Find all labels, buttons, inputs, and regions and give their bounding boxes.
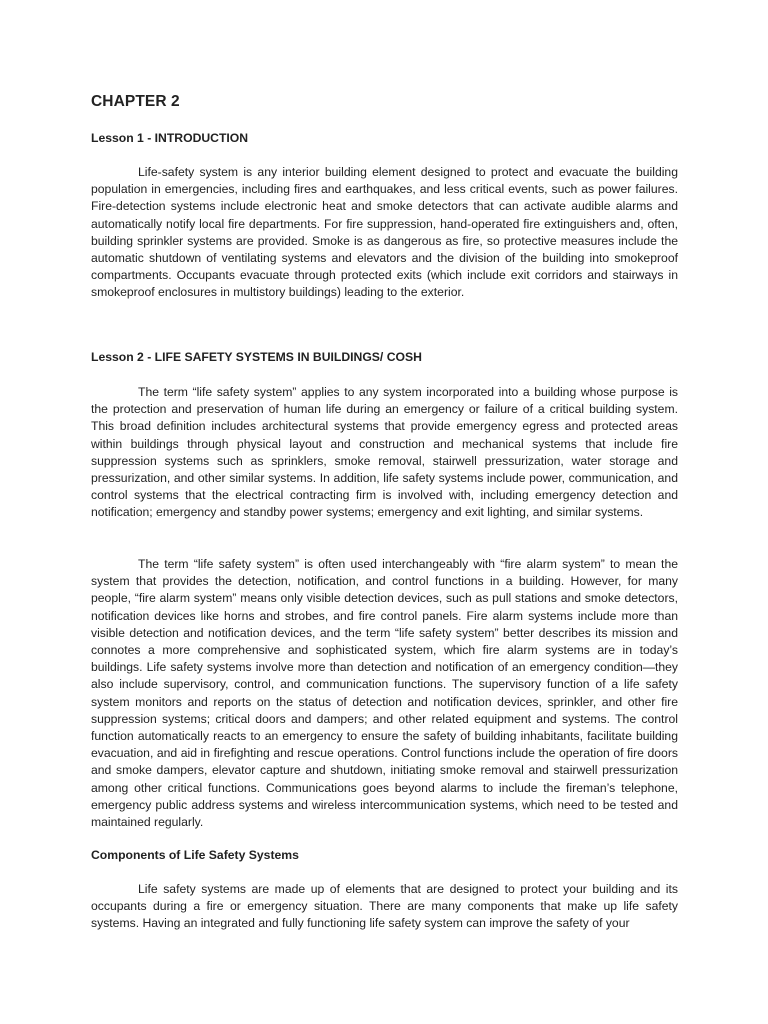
lesson-2-heading: Lesson 2 - LIFE SAFETY SYSTEMS IN BUILDINGS/ COSH	[91, 350, 422, 364]
components-paragraph: Life safety systems are made up of elements that are designed to protect your building and its occupants during a fire or emergency situation. There are many components that make up life safety systems. Having an integrated and fully functioning life safety system can improve the safety of your	[91, 882, 678, 931]
lesson-2-paragraph-2: The term “life safety system” is often used interchangeably with “fire alarm system” to mean the system that provides the detection, notification, and control functions in a building. However, for many people, “fire alarm system” means only visible detection devices, such as pull stations and smoke detectors, notification devices like horns and strobes, and fire control panels. Fire alarm systems include more than visible detection and notification devices, and the term “life safety system” better describes its mission and connotes a more comprehensive and sophisticated system, which fire alarm systems are in today’s buildings. Life safety systems involve more than detection and notification of an emergency condition—they also include supervisory, control, and communication functions. The supervisory function of a life safety system monitors and reports on the status of detection and notification devices, sprinkler, and other fire suppression systems; critical doors and dampers; and other related equipment and systems. The control function automatically reacts to an emergency to ensure the safety of building inhabitants, facilitate building evacuation, and aid in firefighting and rescue operations. Control functions include the operation of fire doors and smoke dampers, elevator capture and shutdown, initiating smoke removal and stairwell pressurization among other critical functions. Communications goes beyond alarms to include the fireman’s telephone, emergency public address systems and wireless intercommunication systems, which need to be tested and maintained regularly.	[91, 557, 678, 830]
lesson-2-paragraph-1: The term “life safety system” applies to any system incorporated into a building whose purpose is the protection and preservation of human life during an emergency or failure of a critical building system. This broad definition includes architectural systems that provide emergency egress and protected areas within buildings through physical layout and construction and mechanical systems that include fire suppression systems such as sprinklers, smoke removal, stairwell pressurization, water storage and pressurization, and other similar systems. In addition, life safety systems include power, communication, and control systems that the electrical contracting firm is involved with, including emergency detection and notification; emergency and standby power systems; emergency and exit lighting, and similar systems.	[91, 385, 678, 520]
lesson-1-paragraph: Life-safety system is any interior building element designed to protect and evacuate the building population in emergencies, including fires and earthquakes, and less critical events, such as power failures. Fire-detection systems include electronic heat and smoke detectors that can activate audible alarms and automatically notify local fire departments. For fire suppression, hand-operated fire extinguishers and, often, building sprinkler systems are provided. Smoke is as dangerous as fire, so protective measures include the automatic shutdown of ventilating systems and elevators and the division of the building into smokeproof compartments. Occupants evacuate through protected exits (which include exit corridors and stairways in smokeproof enclosures in multistory buildings) leading to the exterior.	[91, 165, 678, 300]
components-heading: Components of Life Safety Systems	[91, 848, 299, 862]
chapter-title: CHAPTER 2	[91, 93, 180, 110]
lesson-1-heading: Lesson 1 - INTRODUCTION	[91, 131, 249, 145]
